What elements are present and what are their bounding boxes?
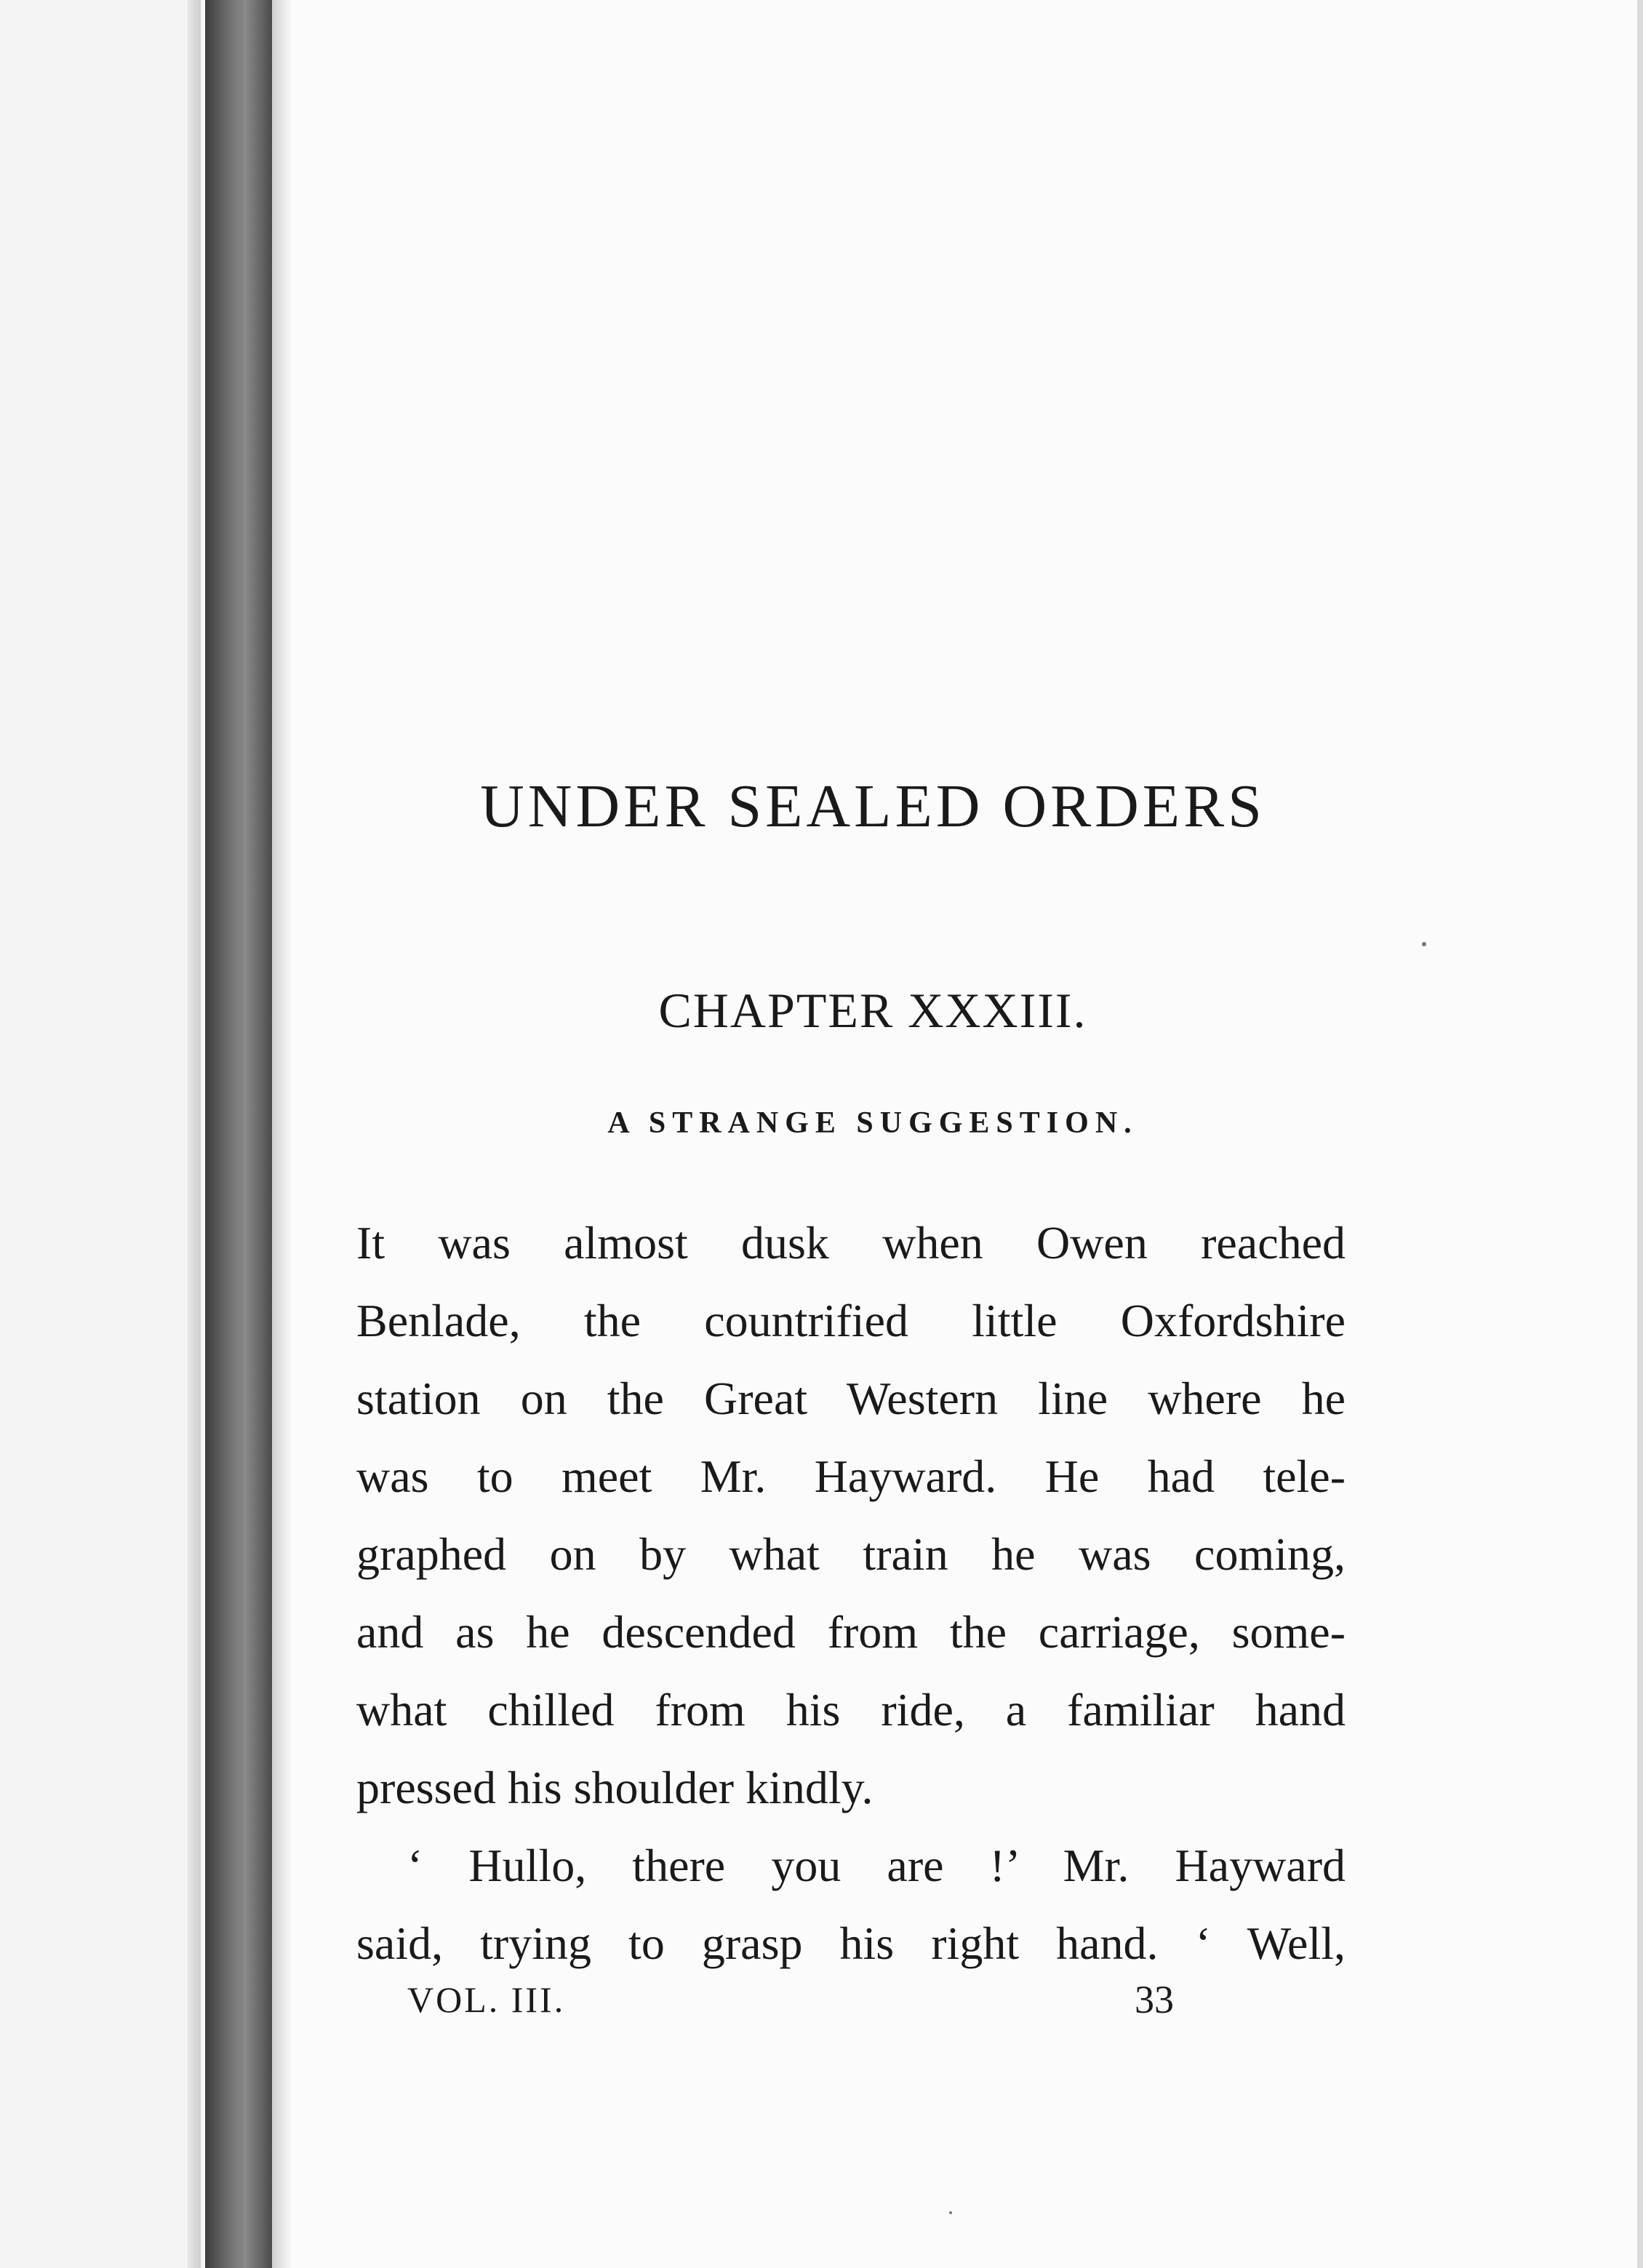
ink-speck xyxy=(949,2211,952,2214)
gutter-gradient xyxy=(272,0,294,2268)
chapter-title: A STRANGE SUGGESTION. xyxy=(607,1106,1138,1140)
text-line: Benlade, the countrified little Oxfordshire xyxy=(356,1295,1346,1346)
text-line: said, trying to grasp his right hand. ‘ Well, xyxy=(356,1917,1346,1969)
text-line: was to meet Mr. Hayward. He had tele- xyxy=(356,1450,1346,1502)
volume-signature: VOL. III. xyxy=(407,1979,566,2020)
left-margin xyxy=(0,0,204,2268)
text-line: and as he descended from the carriage, some- xyxy=(356,1606,1346,1658)
chapter-number: CHAPTER XXXIII. xyxy=(658,983,1087,1038)
page-number: 33 xyxy=(1135,1978,1174,2021)
text-line: what chilled from his ride, a familiar hand xyxy=(356,1684,1346,1736)
book-title: UNDER SEALED ORDERS xyxy=(480,772,1266,840)
page-right-edge xyxy=(1637,0,1643,2268)
text-line: graphed on by what train he was coming, xyxy=(356,1528,1346,1580)
facing-page-edge xyxy=(188,0,201,2268)
ink-speck xyxy=(1422,942,1426,946)
book-spine-shadow xyxy=(205,0,272,2268)
body-text xyxy=(356,1204,1346,1982)
text-line: ‘ Hullo, there you are !’ Mr. Hayward xyxy=(407,1840,1346,1891)
text-line: station on the Great Western line where he xyxy=(356,1373,1346,1424)
text-line: pressed his shoulder kindly. xyxy=(356,1762,874,1813)
text-line: It was almost dusk when Owen reached xyxy=(356,1217,1346,1269)
